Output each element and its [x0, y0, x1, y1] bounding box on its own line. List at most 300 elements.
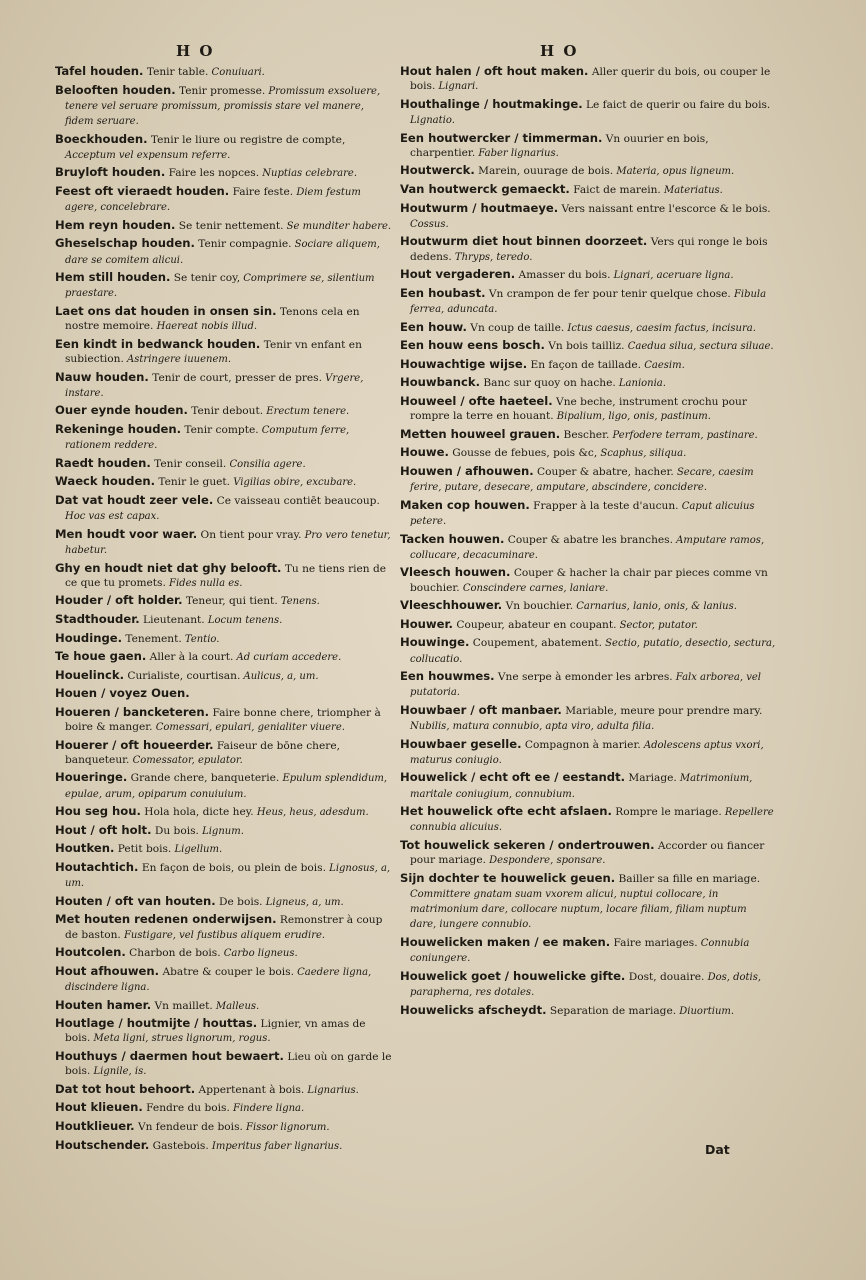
latin-gloss: Tentio. [181, 633, 220, 645]
headword: Houten hamer. [55, 997, 152, 1012]
dictionary-entry [400, 338, 776, 354]
latin-gloss: Materia, opus ligneum. [613, 166, 735, 178]
headword: Boeckhouden. [55, 131, 148, 146]
dictionary-entry [55, 945, 393, 961]
headword: Waeck houden. [55, 474, 155, 489]
latin-gloss: Lignosus, a, um. [65, 863, 391, 890]
headword: Houwbanck. [400, 375, 480, 390]
french-gloss: Lieutenant. [139, 613, 205, 626]
french-gloss: Bailler sa fille en mariage. [615, 872, 761, 885]
latin-gloss: Ad curiam accedere. [233, 652, 342, 664]
french-gloss: Vers naissant entre l'escorce & le bois. [558, 202, 771, 215]
french-gloss: Grande chere, banqueterie. [127, 772, 280, 785]
latin-gloss: Lignarius. [304, 1084, 359, 1096]
dictionary-entry [55, 561, 393, 591]
french-gloss: Se tenir nettement. [175, 219, 284, 232]
french-gloss: Appertenant à bois. [195, 1083, 305, 1096]
dictionary-entry [400, 64, 776, 94]
french-gloss: Rompre le mariage. [611, 806, 722, 819]
headword: Houweel / ofte haeteel. [400, 393, 553, 408]
dictionary-entry [55, 649, 393, 665]
dictionary-entry [400, 234, 776, 264]
latin-gloss: Lignatio. [410, 115, 455, 126]
dictionary-entry [400, 182, 776, 198]
latin-gloss: Aulicus, a, um. [240, 670, 319, 682]
french-gloss: Vn crampon de fer pour tenir quelque chose. [485, 287, 731, 300]
latin-gloss: Tenens. [277, 596, 320, 608]
headword: Houthuys / daermen hout bewaert. [55, 1049, 284, 1064]
french-gloss: Abatre & couper le bois. [159, 965, 294, 978]
headword: Houwen / afhouwen. [400, 463, 534, 478]
french-gloss: Tenir compagnie. [194, 238, 292, 251]
french-gloss: Tenir de court, presser de pres. [148, 371, 322, 384]
french-gloss: Tenir debout. [187, 405, 264, 418]
latin-gloss: Diem festum agere, concelebrare. [65, 186, 361, 214]
headword: Hou seg hou. [55, 804, 141, 819]
dictionary-entry [55, 998, 393, 1014]
headword: Houten / oft van houten. [55, 893, 216, 908]
latin-gloss: Caedere ligna, discindere ligna. [65, 966, 372, 994]
dictionary-entry [55, 304, 393, 334]
latin-gloss: Sociare aliquem, dare se comitem alicui. [65, 239, 380, 266]
latin-gloss: Imperitus faber lignarius. [208, 1140, 343, 1152]
headword: Houtken. [55, 841, 115, 856]
french-gloss: Coupeur, abateur en coupant. [452, 618, 617, 631]
dictionary-entry [400, 427, 776, 443]
headword: Hout halen / oft hout maken. [400, 64, 589, 78]
dictionary-entry [400, 286, 776, 317]
latin-gloss: Materiatus. [660, 184, 723, 196]
french-gloss: Couper & abatre les branches. [504, 533, 673, 546]
latin-gloss: Repellere connubia alicuius. [410, 807, 774, 834]
latin-gloss: Conscindere carnes, laniare. [459, 582, 609, 594]
headword: Tafel houden. [55, 64, 144, 78]
latin-gloss: Falx arborea, vel putatoria. [410, 672, 761, 699]
french-gloss: Coupement, abatement. [469, 637, 602, 650]
headword: Houtachtich. [55, 860, 139, 875]
latin-gloss: Perfodere terram, pastinare. [609, 429, 758, 441]
latin-gloss: Lanionia. [615, 378, 666, 390]
latin-gloss: Despondere, sponsare. [485, 855, 606, 867]
latin-gloss: Sector, putator. [616, 619, 698, 631]
french-gloss: En façon de taillade. [527, 358, 642, 371]
latin-gloss: Secare, caesim ferire, putare, desecare, amputare, abscindere, concidere. [410, 466, 754, 494]
dictionary-entry [400, 267, 776, 283]
catchword: Dat [705, 1142, 730, 1157]
dictionary-entry [400, 969, 776, 1000]
dictionary-entry [55, 823, 393, 839]
latin-gloss: Erectum tenere. [263, 406, 350, 418]
dictionary-entry [400, 737, 776, 768]
headword: Een kindt in bedwanck houden. [55, 336, 261, 351]
headword: Houwachtige wijse. [400, 356, 528, 371]
headword: Een houwmes. [400, 669, 495, 684]
headword: Houtwurm diet hout binnen doorzeet. [400, 234, 648, 249]
dictionary-entry [55, 83, 393, 130]
french-gloss: Couper & hacher la chair par pieces comme vn bouchier. [410, 567, 768, 594]
dictionary-entry [55, 612, 393, 628]
headword: Houen / voyez Ouen. [55, 686, 190, 701]
headword: Nauw houden. [55, 369, 149, 384]
french-gloss: Gastebois. [149, 1139, 209, 1152]
latin-gloss: Acceptum vel expensum referre. [65, 149, 231, 161]
latin-gloss: Caput alicuius petere. [410, 500, 755, 527]
headword: Houwe. [400, 445, 449, 460]
headword: Houerer / oft houeerder. [55, 737, 214, 752]
headword: Vleesch houwen. [400, 565, 511, 580]
dictionary-entry [55, 860, 393, 891]
latin-gloss: Committere gnatam suam vxorem alicui, nuptui collocare, in matrimonium dare, collocare nuptum, locare filiam, filiam nuptum dare, iungere connubio. [410, 889, 747, 931]
french-gloss: Charbon de bois. [125, 947, 221, 960]
latin-gloss: Ictus caesus, caesim factus, incisura. [564, 322, 756, 334]
latin-gloss: Comessator, epulator. [129, 754, 243, 766]
latin-gloss: Fustigare, vel fustibus aliquem erudire. [120, 929, 326, 941]
french-gloss: Tenons cela en nostre memoire. [65, 305, 360, 333]
headword: Houwbaer geselle. [400, 736, 522, 751]
latin-gloss: Bipalium, ligo, onis, pastinum. [553, 411, 711, 423]
dictionary-entry [55, 1100, 393, 1116]
headword: Feest oft vieraedt houden. [55, 183, 230, 198]
latin-gloss: Nuptias celebrare. [259, 168, 358, 180]
french-gloss: Faire bonne chere, triompher à boire & manger. [65, 706, 381, 734]
dictionary-entry [55, 1082, 393, 1098]
french-gloss: Curialiste, courtisan. [123, 669, 241, 682]
headword: Dat tot hout behoort. [55, 1081, 196, 1096]
headword: Belooften houden. [55, 82, 176, 97]
french-gloss: Tenir table. [143, 66, 209, 78]
dictionary-entry [400, 935, 776, 966]
french-gloss: Vn fendeur de bois. [134, 1121, 243, 1134]
latin-gloss: Fides nulla es. [165, 577, 243, 589]
french-gloss: Tenir le guet. [154, 476, 231, 489]
french-gloss: Vn maillet. [151, 999, 213, 1012]
french-gloss: Du bois. [151, 824, 199, 837]
dictionary-entry [55, 1119, 393, 1135]
dictionary-entry [55, 686, 393, 702]
latin-gloss: Pro vero tenetur, habetur. [65, 529, 391, 556]
french-gloss: De bois. [215, 895, 263, 908]
dictionary-entry [400, 669, 776, 700]
headword: Houtklieuer. [55, 1119, 135, 1134]
dictionary-entry [55, 236, 393, 267]
latin-gloss: Sectio, putatio, desectio, sectura, collucatio. [410, 638, 776, 665]
dictionary-entry [55, 132, 393, 163]
french-gloss: Aller à la court. [146, 651, 234, 664]
dictionary-entry [400, 394, 776, 424]
headword: Tot houwelick sekeren / ondertrouwen. [400, 838, 655, 853]
headword: Hem still houden. [55, 270, 171, 285]
headword: Van houtwerck gemaeckt. [400, 181, 570, 196]
headword: Te houe gaen. [55, 649, 147, 664]
latin-gloss: Fibula ferrea, aduncata. [410, 288, 767, 315]
dictionary-entry [400, 838, 776, 868]
headword: Hout vergaderen. [400, 267, 516, 282]
latin-gloss: Conuiuari. [208, 67, 265, 78]
french-gloss: Gousse de febues, pois &c, [448, 447, 598, 460]
french-gloss: Couper & abatre, hacher. [533, 465, 674, 478]
french-gloss: Ce vaisseau contiēt beaucoup. [213, 494, 380, 507]
latin-gloss: Epulum splendidum, epulae, arum, opiparum conuiuium. [65, 773, 388, 800]
headword: Houtcolen. [55, 945, 126, 960]
dictionary-entry [400, 1003, 776, 1019]
latin-gloss: Locum tenens. [204, 614, 283, 626]
dictionary-entry [55, 218, 393, 234]
latin-gloss: Heus, heus, adesdum. [253, 807, 369, 819]
french-gloss: On tient pour vray. [197, 528, 302, 541]
dictionary-entry [55, 270, 393, 301]
headword: Het houwelick ofte echt afslaen. [400, 804, 612, 819]
dictionary-entry [400, 445, 776, 461]
dictionary-entry [55, 527, 393, 558]
french-gloss: Vne beche, instrument crochu pour rompre la terre en houant. [410, 395, 747, 423]
headword: Een houw. [400, 319, 467, 334]
latin-gloss: Vrgere, instare. [65, 372, 364, 399]
dictionary-entry [55, 456, 393, 472]
latin-gloss: Hoc vas est capax. [65, 511, 160, 523]
latin-gloss: Findere ligna. [229, 1103, 305, 1115]
headword: Rekeninge houden. [55, 421, 182, 436]
running-header-left: H O [176, 42, 215, 60]
dictionary-entry [55, 165, 393, 181]
dictionary-entry [400, 703, 776, 734]
dictionary-entry [400, 871, 776, 933]
dictionary-entry [400, 770, 776, 801]
french-gloss: Remonstrer à coup de baston. [65, 914, 383, 941]
french-gloss: Vn coup de taille. [466, 321, 565, 334]
latin-gloss: Connubia coniungere. [410, 938, 750, 965]
headword: Houwelick goet / houwelicke gifte. [400, 968, 626, 983]
french-gloss: Tu ne tiens rien de ce que tu promets. [65, 562, 387, 589]
dictionary-entry [55, 964, 393, 995]
french-gloss: Faire mariages. [610, 937, 698, 950]
french-gloss: Vers qui ronge le bois dedens. [410, 236, 768, 263]
french-gloss: Teneur, qui tient. [182, 595, 278, 608]
latin-gloss: Fissor lignorum. [242, 1122, 330, 1134]
latin-gloss: Comprimere se, silentium praestare. [65, 273, 375, 300]
latin-gloss: Consilia agere. [226, 458, 306, 470]
french-gloss: Vn bouchier. [502, 600, 574, 613]
headword: Vleeschhouwer. [400, 598, 503, 613]
latin-gloss: Carnarius, lanio, onis, & lanius. [573, 601, 737, 613]
french-gloss: Dost, douaire. [625, 970, 705, 983]
dictionary-entry [400, 163, 776, 179]
latin-gloss: Lignari, aceruare ligna. [610, 270, 734, 282]
french-gloss: Amasser du bois. [515, 269, 611, 282]
dictionary-entry [55, 403, 393, 419]
dictionary-entry [400, 498, 776, 529]
french-gloss: Tenir vn enfant en subiection. [65, 338, 362, 365]
dictionary-entry [400, 375, 776, 391]
dictionary-entry [400, 635, 776, 666]
latin-gloss: Ligneus, a, um. [262, 896, 344, 908]
dictionary-entry [55, 474, 393, 490]
latin-gloss: Lignari. [435, 81, 479, 93]
headword: Houtwurm / houtmaeye. [400, 200, 559, 215]
headword: Houeren / bancketeren. [55, 704, 210, 719]
dictionary-entry [400, 201, 776, 232]
latin-gloss: Dos, dotis, parapherna, res dotales. [410, 971, 762, 999]
headword: Ouer eynde houden. [55, 403, 188, 418]
dictionary-entry [55, 1049, 393, 1079]
latin-gloss: Adolescens aptus vxori, maturus coniugio. [410, 739, 764, 766]
headword: Houwelick / echt oft ee / eestandt. [400, 770, 626, 785]
latin-gloss: Matrimonium, maritale coniugium, connubium. [410, 773, 753, 800]
headword: Houeringe. [55, 770, 128, 785]
headword: Sijn dochter te houwelick geuen. [400, 870, 616, 885]
dictionary-entry [400, 532, 776, 563]
running-header-right: H O [540, 42, 579, 60]
latin-gloss: Ligellum. [171, 844, 223, 856]
french-gloss: Lieu où on garde le bois. [65, 1051, 392, 1078]
latin-gloss: Haereat nobis illud. [153, 321, 258, 333]
latin-gloss: Lignile, is. [90, 1066, 147, 1078]
french-gloss: Banc sur quoy on hache. [480, 377, 616, 390]
headword: Hout klieuen. [55, 1100, 143, 1115]
latin-gloss: Caedua silua, sectura siluae. [624, 341, 774, 353]
latin-gloss: Faber lignarius. [475, 147, 559, 159]
headword: Raedt houden. [55, 455, 151, 470]
headword: Bruyloft houden. [55, 165, 166, 180]
dictionary-entry [400, 598, 776, 614]
headword: Een houbast. [400, 285, 486, 300]
french-gloss: Tenir promesse. [175, 84, 266, 97]
french-gloss: Tenir conseil. [150, 457, 227, 470]
latin-gloss: Thryps, teredo. [451, 251, 533, 263]
french-gloss: Tenir le liure ou registre de compte, [147, 133, 346, 146]
headword: Houelinck. [55, 667, 124, 682]
headword: Stadthouder. [55, 611, 140, 626]
dictionary-entry [400, 804, 776, 835]
headword: Een houw eens bosch. [400, 338, 545, 353]
dictionary-entry [400, 320, 776, 336]
dictionary-entry [400, 357, 776, 373]
dictionary-entry [55, 422, 393, 453]
headword: Houder / oft holder. [55, 593, 183, 608]
dictionary-entry [55, 912, 393, 942]
dictionary-entry [55, 593, 393, 609]
dictionary-entry [55, 337, 393, 367]
headword: Houtschender. [55, 1137, 150, 1152]
latin-gloss: Astringere iuuenem. [123, 353, 232, 365]
french-gloss: Se tenir coy, [170, 272, 241, 285]
french-gloss: Petit bois. [114, 843, 172, 856]
headword: Men houdt voor waer. [55, 526, 198, 541]
headword: Hout afhouwen. [55, 963, 160, 978]
latin-gloss: Amputare ramos, collucare, decacuminare. [410, 534, 765, 561]
headword: Ghy en houdt niet dat ghy belooft. [55, 560, 282, 575]
headword: Maken cop houwen. [400, 497, 530, 512]
dictionary-entry [55, 631, 393, 647]
dictionary-entry [55, 841, 393, 857]
headword: Houwelicken maken / ee maken. [400, 935, 611, 950]
french-gloss: Lignier, vn amas de bois. [65, 1018, 366, 1045]
latin-gloss: Caesim. [641, 359, 685, 371]
dictionary-entry [55, 1138, 393, 1154]
french-gloss: Frapper à la teste d'aucun. [529, 499, 679, 512]
latin-gloss: Computum ferre, rationem reddere. [65, 424, 350, 452]
headword: Houtwerck. [400, 163, 475, 178]
headword: Houwinge. [400, 635, 470, 650]
latin-gloss: Nubilis, matura connubio, apta viro, adulta filia. [410, 721, 655, 733]
dictionary-entry [55, 894, 393, 910]
headword: Hem reyn houden. [55, 217, 176, 232]
dictionary-entry [400, 464, 776, 495]
french-gloss: Compagnon à marier. [521, 738, 641, 751]
french-gloss: Faict de marein. [569, 183, 661, 196]
dictionary-entry [400, 97, 776, 128]
headword: Gheselschap houden. [55, 236, 195, 251]
french-gloss: En façon de bois, ou plein de bois. [138, 862, 326, 875]
dictionary-entry [55, 64, 393, 80]
headword: Houwbaer / oft manbaer. [400, 702, 562, 717]
headword: Houwelicks afscheydt. [400, 1002, 547, 1017]
french-gloss: Tenement. [122, 632, 182, 645]
headword: Houwer. [400, 616, 453, 631]
dictionary-entry [55, 493, 393, 524]
headword: Met houten redenen onderwijsen. [55, 912, 277, 927]
french-gloss: Le faict de querir ou faire du bois. [582, 98, 771, 111]
headword: Houtlage / houtmijte / houttas. [55, 1016, 258, 1031]
headword: Houdinge. [55, 630, 123, 645]
dictionary-entry [55, 184, 393, 215]
french-gloss: Separation de mariage. [546, 1004, 677, 1017]
latin-gloss: Vigilias obire, excubare. [230, 477, 357, 489]
french-gloss: Mariable, meure pour prendre mary. [561, 704, 763, 717]
french-gloss: Faire feste. [229, 185, 294, 198]
french-gloss: Accorder ou fiancer pour mariage. [410, 840, 765, 867]
left-column [55, 64, 393, 1156]
french-gloss: Faire les nopces. [165, 167, 260, 180]
french-gloss: Vn bois tailliz. [544, 340, 625, 353]
french-gloss: Aller querir du bois, ou couper le bois. [410, 66, 771, 93]
dictionary-entry [55, 668, 393, 684]
french-gloss: Mariage. [625, 772, 677, 785]
french-gloss: Vne serpe à emonder les arbres. [494, 671, 673, 684]
headword: Dat vat houdt zeer vele. [55, 492, 214, 507]
latin-gloss: Carbo ligneus. [220, 948, 298, 960]
headword: Tacken houwen. [400, 531, 505, 546]
dictionary-entry [400, 131, 776, 161]
french-gloss: Tenir compte. [181, 423, 259, 436]
latin-gloss: Promissum exsoluere, tenere vel seruare promissum, promissis stare vel manere, fidem seruare. [65, 85, 381, 127]
dictionary-entry [55, 1016, 393, 1046]
latin-gloss: Scaphus, siliqua. [597, 448, 687, 460]
french-gloss: Bescher. [560, 428, 610, 441]
latin-gloss: Malleus. [212, 1000, 260, 1012]
french-gloss: Fendre du bois. [142, 1102, 230, 1115]
french-gloss: Marein, ouurage de bois. [474, 165, 614, 178]
headword: Een houtwercker / timmerman. [400, 130, 603, 145]
dictionary-entry [55, 738, 393, 768]
french-gloss: Vn ouurier en bois, charpentier. [410, 132, 709, 159]
right-column [400, 64, 776, 1021]
latin-gloss: Meta ligni, strues lignorum, rogus. [90, 1033, 271, 1045]
headword: Hout / oft holt. [55, 822, 152, 837]
latin-gloss: Lignum. [198, 825, 244, 837]
dictionary-entry [400, 565, 776, 595]
dictionary-entry [400, 617, 776, 633]
dictionary-entry [55, 705, 393, 735]
latin-gloss: Comessari, epulari, genialiter viuere. [152, 722, 345, 734]
dictionary-entry [55, 770, 393, 801]
latin-gloss: Cossus. [410, 218, 449, 230]
headword: Houthalinge / houtmakinge. [400, 96, 583, 111]
french-gloss: Hola hola, dicte hey. [140, 806, 254, 819]
headword: Laet ons dat houden in onsen sin. [55, 303, 277, 318]
latin-gloss: Se munditer habere. [283, 220, 392, 232]
latin-gloss: Diuortium. [676, 1005, 735, 1017]
headword: Metten houweel grauen. [400, 426, 561, 441]
